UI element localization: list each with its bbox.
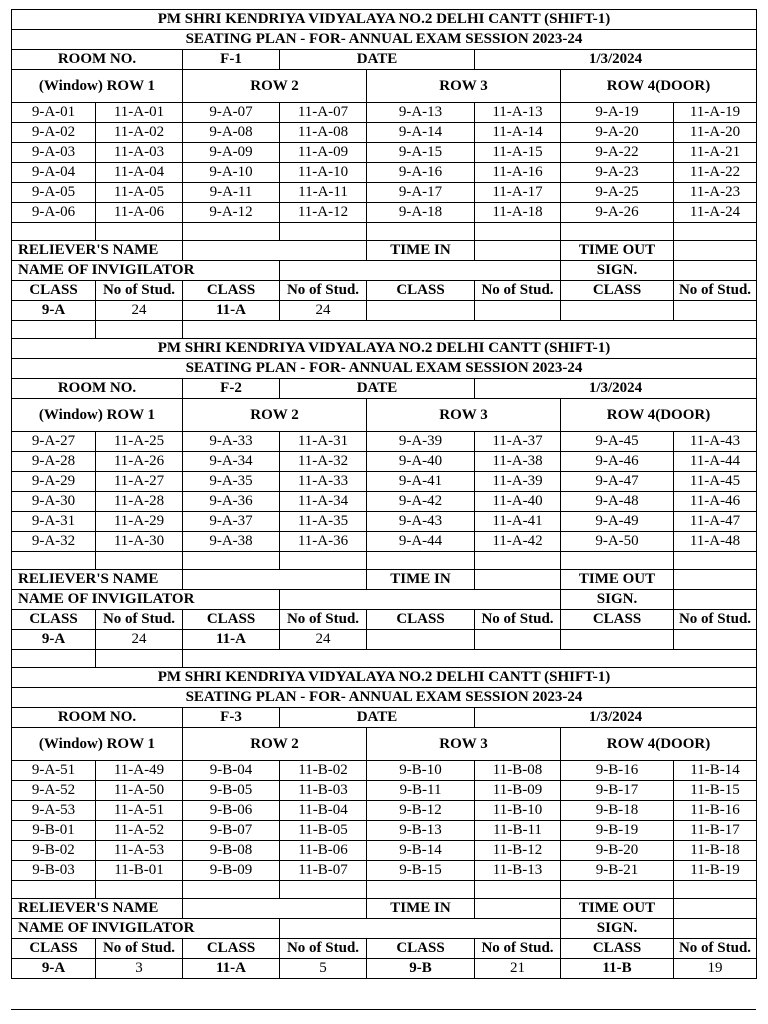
class-header: CLASS — [183, 939, 280, 959]
seat-row — [12, 123, 757, 143]
seat-cell: 9-B-02 — [12, 841, 96, 861]
seat-row — [12, 203, 757, 223]
room-no-label: ROOM NO. — [12, 708, 183, 728]
row1-header: (Window) ROW 1 — [12, 399, 183, 432]
no-of-stud-header: No of Stud. — [475, 939, 561, 959]
seat-cell: 9-B-19 — [561, 821, 674, 841]
sign-value — [674, 919, 757, 939]
no-of-stud-header: No of Stud. — [674, 939, 757, 959]
reliever-name-value — [183, 899, 367, 919]
summary-class — [367, 301, 475, 321]
seat-cell: 9-A-13 — [367, 103, 475, 123]
seat-row — [12, 512, 757, 532]
seat-cell: 11-A-28 — [96, 492, 183, 512]
summary-count: 5 — [280, 959, 367, 979]
summary-count — [674, 301, 757, 321]
time-out-label: TIME OUT — [561, 241, 674, 261]
invigilator-label: NAME OF INVIGILATOR — [12, 919, 280, 939]
seating-plan-room-f3 — [11, 667, 757, 979]
seat-cell: 9-A-03 — [12, 143, 96, 163]
seat-cell: 9-A-41 — [367, 472, 475, 492]
summary-class: 11-A — [183, 630, 280, 650]
no-of-stud-header: No of Stud. — [674, 281, 757, 301]
seat-cell: 9-B-16 — [561, 761, 674, 781]
seat-cell: 11-A-02 — [96, 123, 183, 143]
seat-cell: 11-A-08 — [280, 123, 367, 143]
seat-cell: 9-B-17 — [561, 781, 674, 801]
seat-cell: 11-A-14 — [475, 123, 561, 143]
seat-cell: 9-A-40 — [367, 452, 475, 472]
seat-cell: 9-A-10 — [183, 163, 280, 183]
sign-label: SIGN. — [561, 919, 674, 939]
plan-subtitle: SEATING PLAN - FOR- ANNUAL EXAM SESSION 2023-24 — [12, 359, 757, 379]
seat-cell: 11-B-03 — [280, 781, 367, 801]
seat-cell: 11-B-16 — [674, 801, 757, 821]
seat-cell: 11-A-13 — [475, 103, 561, 123]
seat-cell: 9-A-04 — [12, 163, 96, 183]
seat-row — [12, 861, 757, 881]
seat-cell: 11-A-33 — [280, 472, 367, 492]
seat-cell: 11-A-52 — [96, 821, 183, 841]
date-value: 1/3/2024 — [475, 50, 757, 70]
room-no-value: F-2 — [183, 379, 280, 399]
school-title: PM SHRI KENDRIYA VIDYALAYA NO.2 DELHI CANTT (SHIFT-1) — [12, 668, 757, 688]
seat-cell: 9-A-08 — [183, 123, 280, 143]
seat-cell: 9-A-34 — [183, 452, 280, 472]
seat-cell: 9-A-50 — [561, 532, 674, 552]
seat-cell: 9-A-43 — [367, 512, 475, 532]
seat-cell: 9-A-12 — [183, 203, 280, 223]
seat-cell: 9-A-11 — [183, 183, 280, 203]
seat-cell: 11-B-08 — [475, 761, 561, 781]
seat-cell: 11-B-11 — [475, 821, 561, 841]
seat-cell: 9-A-05 — [12, 183, 96, 203]
time-in-label: TIME IN — [367, 899, 475, 919]
seat-cell: 9-A-27 — [12, 432, 96, 452]
seat-cell: 11-B-12 — [475, 841, 561, 861]
time-in-label: TIME IN — [367, 241, 475, 261]
seat-cell: 11-A-21 — [674, 143, 757, 163]
seat-cell: 9-A-33 — [183, 432, 280, 452]
row1-header: (Window) ROW 1 — [12, 728, 183, 761]
seat-cell: 11-A-25 — [96, 432, 183, 452]
no-of-stud-header: No of Stud. — [475, 610, 561, 630]
seat-cell: 11-A-44 — [674, 452, 757, 472]
seat-cell: 11-B-10 — [475, 801, 561, 821]
row4-header: ROW 4(DOOR) — [561, 399, 757, 432]
seat-cell: 9-A-35 — [183, 472, 280, 492]
seat-row — [12, 821, 757, 841]
class-header: CLASS — [183, 281, 280, 301]
seat-cell: 11-A-22 — [674, 163, 757, 183]
row1-header: (Window) ROW 1 — [12, 70, 183, 103]
seat-cell: 11-A-32 — [280, 452, 367, 472]
seat-cell: 11-A-09 — [280, 143, 367, 163]
summary-class: 9-A — [12, 959, 96, 979]
seat-cell: 9-A-02 — [12, 123, 96, 143]
room-no-value: F-3 — [183, 708, 280, 728]
sign-label: SIGN. — [561, 261, 674, 281]
sign-value — [674, 261, 757, 281]
seat-cell: 11-A-45 — [674, 472, 757, 492]
seat-row — [12, 492, 757, 512]
reliever-name-label: RELIEVER'S NAME — [12, 241, 183, 261]
date-label: DATE — [280, 50, 475, 70]
date-label: DATE — [280, 708, 475, 728]
blank-row — [12, 321, 757, 339]
seat-cell: 11-A-01 — [96, 103, 183, 123]
seat-cell: 11-A-17 — [475, 183, 561, 203]
seat-cell: 9-A-53 — [12, 801, 96, 821]
seat-row — [12, 452, 757, 472]
seat-cell: 11-A-43 — [674, 432, 757, 452]
seat-cell: 9-B-03 — [12, 861, 96, 881]
seat-cell: 11-A-47 — [674, 512, 757, 532]
time-in-value — [475, 241, 561, 261]
date-value: 1/3/2024 — [475, 708, 757, 728]
summary-count: 24 — [280, 630, 367, 650]
date-value: 1/3/2024 — [475, 379, 757, 399]
seat-cell: 9-B-04 — [183, 761, 280, 781]
blank-row — [12, 223, 757, 241]
summary-class: 9-A — [12, 630, 96, 650]
seat-cell: 11-B-17 — [674, 821, 757, 841]
seat-cell: 9-A-19 — [561, 103, 674, 123]
seat-cell: 11-A-10 — [280, 163, 367, 183]
reliever-name-label: RELIEVER'S NAME — [12, 899, 183, 919]
no-of-stud-header: No of Stud. — [96, 939, 183, 959]
seat-cell: 11-A-04 — [96, 163, 183, 183]
seat-cell: 11-A-35 — [280, 512, 367, 532]
time-out-value — [674, 899, 757, 919]
summary-class — [561, 630, 674, 650]
seating-plan-sheet — [11, 9, 756, 979]
seat-row — [12, 532, 757, 552]
seat-cell: 11-A-42 — [475, 532, 561, 552]
summary-class — [561, 301, 674, 321]
seat-cell: 9-A-17 — [367, 183, 475, 203]
seat-cell: 11-A-20 — [674, 123, 757, 143]
seat-cell: 11-A-41 — [475, 512, 561, 532]
invigilator-label: NAME OF INVIGILATOR — [12, 261, 280, 281]
seat-cell: 9-A-45 — [561, 432, 674, 452]
seat-cell: 9-A-29 — [12, 472, 96, 492]
row4-header: ROW 4(DOOR) — [561, 70, 757, 103]
no-of-stud-header: No of Stud. — [280, 281, 367, 301]
seat-cell: 9-A-48 — [561, 492, 674, 512]
seat-cell: 9-A-18 — [367, 203, 475, 223]
seat-cell: 9-B-21 — [561, 861, 674, 881]
seat-cell: 9-B-01 — [12, 821, 96, 841]
seat-row — [12, 103, 757, 123]
seat-cell: 11-A-50 — [96, 781, 183, 801]
seat-row — [12, 472, 757, 492]
seat-cell: 11-B-06 — [280, 841, 367, 861]
seat-cell: 9-B-11 — [367, 781, 475, 801]
summary-count: 21 — [475, 959, 561, 979]
invigilator-value — [280, 261, 561, 281]
summary-count: 3 — [96, 959, 183, 979]
class-header: CLASS — [12, 610, 96, 630]
seat-cell: 11-A-18 — [475, 203, 561, 223]
time-out-value — [674, 570, 757, 590]
class-header: CLASS — [367, 610, 475, 630]
seat-cell: 11-B-01 — [96, 861, 183, 881]
room-no-value: F-1 — [183, 50, 280, 70]
seat-cell: 11-B-07 — [280, 861, 367, 881]
seat-cell: 9-B-20 — [561, 841, 674, 861]
seat-cell: 9-A-36 — [183, 492, 280, 512]
room-no-label: ROOM NO. — [12, 379, 183, 399]
time-in-value — [475, 570, 561, 590]
invigilator-value — [280, 919, 561, 939]
summary-class — [367, 630, 475, 650]
bottom-divider — [11, 1009, 756, 1010]
row3-header: ROW 3 — [367, 399, 561, 432]
seat-cell: 9-A-06 — [12, 203, 96, 223]
seat-cell: 11-A-39 — [475, 472, 561, 492]
row2-header: ROW 2 — [183, 399, 367, 432]
seat-row — [12, 761, 757, 781]
seat-cell: 9-A-25 — [561, 183, 674, 203]
seat-row — [12, 841, 757, 861]
class-header: CLASS — [367, 939, 475, 959]
seat-row — [12, 781, 757, 801]
seat-cell: 9-A-51 — [12, 761, 96, 781]
seating-plan-room-f1 — [11, 9, 757, 339]
seat-cell: 9-A-28 — [12, 452, 96, 472]
reliever-name-label: RELIEVER'S NAME — [12, 570, 183, 590]
seat-cell: 11-A-29 — [96, 512, 183, 532]
no-of-stud-header: No of Stud. — [96, 610, 183, 630]
no-of-stud-header: No of Stud. — [475, 281, 561, 301]
seat-row — [12, 143, 757, 163]
time-in-value — [475, 899, 561, 919]
class-header: CLASS — [561, 939, 674, 959]
blank-row — [12, 552, 757, 570]
seat-cell: 11-A-51 — [96, 801, 183, 821]
seat-cell: 11-A-46 — [674, 492, 757, 512]
seat-cell: 11-A-37 — [475, 432, 561, 452]
seat-cell: 9-B-10 — [367, 761, 475, 781]
reliever-name-value — [183, 570, 367, 590]
sign-label: SIGN. — [561, 590, 674, 610]
time-out-label: TIME OUT — [561, 899, 674, 919]
seat-cell: 9-A-42 — [367, 492, 475, 512]
seat-cell: 11-B-18 — [674, 841, 757, 861]
seat-cell: 9-A-32 — [12, 532, 96, 552]
summary-class: 9-A — [12, 301, 96, 321]
seat-cell: 9-B-13 — [367, 821, 475, 841]
seat-cell: 11-A-12 — [280, 203, 367, 223]
sign-value — [674, 590, 757, 610]
no-of-stud-header: No of Stud. — [96, 281, 183, 301]
seat-cell: 11-A-40 — [475, 492, 561, 512]
summary-count — [674, 630, 757, 650]
seat-cell: 11-A-11 — [280, 183, 367, 203]
room-no-label: ROOM NO. — [12, 50, 183, 70]
class-header: CLASS — [12, 281, 96, 301]
seat-cell: 9-A-22 — [561, 143, 674, 163]
seat-cell: 11-A-23 — [674, 183, 757, 203]
seat-cell: 11-A-16 — [475, 163, 561, 183]
summary-class: 9-B — [367, 959, 475, 979]
date-label: DATE — [280, 379, 475, 399]
seat-cell: 11-A-34 — [280, 492, 367, 512]
no-of-stud-header: No of Stud. — [280, 610, 367, 630]
seat-cell: 11-A-38 — [475, 452, 561, 472]
blank-row — [12, 881, 757, 899]
seat-cell: 11-A-15 — [475, 143, 561, 163]
seat-row — [12, 801, 757, 821]
summary-count — [475, 630, 561, 650]
seat-cell: 9-A-46 — [561, 452, 674, 472]
plan-subtitle: SEATING PLAN - FOR- ANNUAL EXAM SESSION 2023-24 — [12, 30, 757, 50]
summary-count: 24 — [96, 301, 183, 321]
seat-cell: 11-A-07 — [280, 103, 367, 123]
seat-cell: 9-A-01 — [12, 103, 96, 123]
school-title: PM SHRI KENDRIYA VIDYALAYA NO.2 DELHI CANTT (SHIFT-1) — [12, 10, 757, 30]
seat-cell: 9-A-23 — [561, 163, 674, 183]
seat-cell: 11-A-24 — [674, 203, 757, 223]
seat-cell: 9-A-52 — [12, 781, 96, 801]
summary-class: 11-A — [183, 301, 280, 321]
seat-cell: 9-B-07 — [183, 821, 280, 841]
seat-cell: 11-B-15 — [674, 781, 757, 801]
seat-cell: 11-A-27 — [96, 472, 183, 492]
seat-cell: 11-A-06 — [96, 203, 183, 223]
seat-cell: 9-A-26 — [561, 203, 674, 223]
time-out-value — [674, 241, 757, 261]
summary-count: 24 — [280, 301, 367, 321]
summary-count: 24 — [96, 630, 183, 650]
seat-cell: 11-B-05 — [280, 821, 367, 841]
seat-cell: 9-B-09 — [183, 861, 280, 881]
seat-cell: 11-A-36 — [280, 532, 367, 552]
seat-cell: 9-B-06 — [183, 801, 280, 821]
invigilator-value — [280, 590, 561, 610]
seat-cell: 11-B-02 — [280, 761, 367, 781]
seat-cell: 11-A-53 — [96, 841, 183, 861]
seat-cell: 9-B-15 — [367, 861, 475, 881]
seat-cell: 11-A-19 — [674, 103, 757, 123]
no-of-stud-header: No of Stud. — [280, 939, 367, 959]
seat-cell: 9-A-38 — [183, 532, 280, 552]
row4-header: ROW 4(DOOR) — [561, 728, 757, 761]
seat-cell: 9-A-07 — [183, 103, 280, 123]
time-out-label: TIME OUT — [561, 570, 674, 590]
seat-row — [12, 432, 757, 452]
seat-cell: 9-A-49 — [561, 512, 674, 532]
reliever-name-value — [183, 241, 367, 261]
seat-cell: 11-B-13 — [475, 861, 561, 881]
class-header: CLASS — [561, 281, 674, 301]
seat-cell: 11-A-30 — [96, 532, 183, 552]
seat-cell: 9-B-14 — [367, 841, 475, 861]
summary-count — [475, 301, 561, 321]
row2-header: ROW 2 — [183, 70, 367, 103]
seat-cell: 9-A-39 — [367, 432, 475, 452]
seat-cell: 11-B-04 — [280, 801, 367, 821]
row3-header: ROW 3 — [367, 728, 561, 761]
seat-cell: 9-A-31 — [12, 512, 96, 532]
plan-subtitle: SEATING PLAN - FOR- ANNUAL EXAM SESSION 2023-24 — [12, 688, 757, 708]
seat-cell: 11-A-26 — [96, 452, 183, 472]
seat-cell: 9-A-09 — [183, 143, 280, 163]
seat-cell: 9-A-16 — [367, 163, 475, 183]
seat-cell: 9-B-05 — [183, 781, 280, 801]
seat-cell: 11-A-48 — [674, 532, 757, 552]
summary-count: 19 — [674, 959, 757, 979]
seat-cell: 9-A-37 — [183, 512, 280, 532]
class-header: CLASS — [12, 939, 96, 959]
seat-cell: 9-B-12 — [367, 801, 475, 821]
seat-cell: 9-A-47 — [561, 472, 674, 492]
school-title: PM SHRI KENDRIYA VIDYALAYA NO.2 DELHI CANTT (SHIFT-1) — [12, 339, 757, 359]
time-in-label: TIME IN — [367, 570, 475, 590]
seat-cell: 11-A-05 — [96, 183, 183, 203]
row3-header: ROW 3 — [367, 70, 561, 103]
summary-class: 11-B — [561, 959, 674, 979]
seat-cell: 11-A-31 — [280, 432, 367, 452]
seat-cell: 11-B-14 — [674, 761, 757, 781]
seat-cell: 11-A-49 — [96, 761, 183, 781]
seat-row — [12, 163, 757, 183]
class-header: CLASS — [183, 610, 280, 630]
seat-cell: 9-A-44 — [367, 532, 475, 552]
seat-cell: 9-A-30 — [12, 492, 96, 512]
blank-row — [12, 650, 757, 668]
seat-cell: 11-B-19 — [674, 861, 757, 881]
seat-cell: 9-B-08 — [183, 841, 280, 861]
class-header: CLASS — [561, 610, 674, 630]
seat-row — [12, 183, 757, 203]
seat-cell: 9-A-15 — [367, 143, 475, 163]
invigilator-label: NAME OF INVIGILATOR — [12, 590, 280, 610]
class-header: CLASS — [367, 281, 475, 301]
seat-cell: 9-A-14 — [367, 123, 475, 143]
seating-plan-room-f2 — [11, 338, 757, 668]
seat-cell: 11-A-03 — [96, 143, 183, 163]
seat-cell: 9-A-20 — [561, 123, 674, 143]
no-of-stud-header: No of Stud. — [674, 610, 757, 630]
summary-class: 11-A — [183, 959, 280, 979]
seat-cell: 9-B-18 — [561, 801, 674, 821]
seat-cell: 11-B-09 — [475, 781, 561, 801]
row2-header: ROW 2 — [183, 728, 367, 761]
